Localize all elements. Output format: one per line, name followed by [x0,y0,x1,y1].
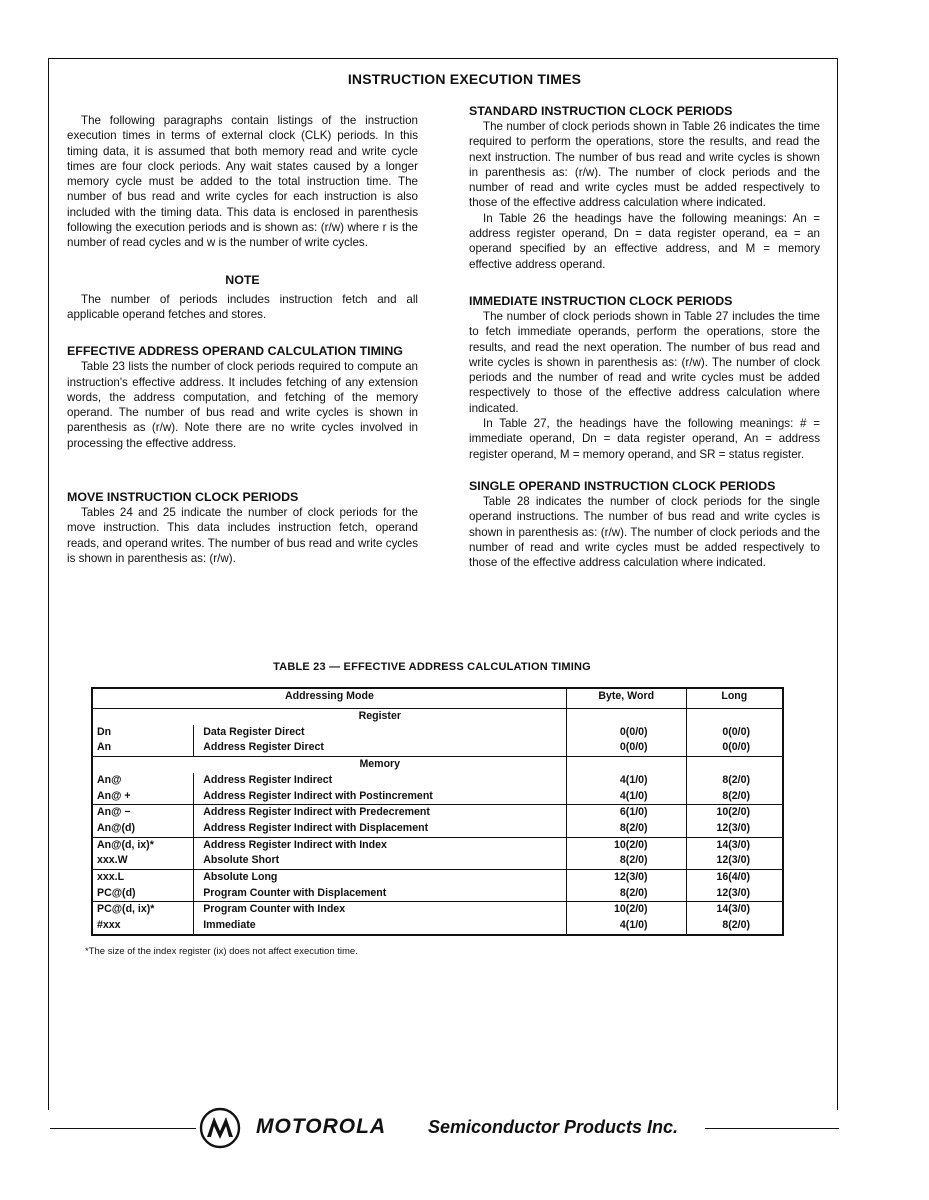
brand-name: MOTOROLA [256,1115,387,1138]
row-mode: #xxx [92,918,194,935]
row-byte-word: 12(3/0) [566,870,686,886]
table-row [92,725,783,741]
row-mode: An@ − [92,805,194,821]
motorola-batwing-logo-icon [199,1107,241,1149]
row-desc: Absolute Long [194,870,567,886]
row-desc: Address Register Indirect with Displacement [194,821,567,837]
standard-heading: STANDARD INSTRUCTION CLOCK PERIODS [469,104,733,118]
section-register-label: Register [194,709,567,725]
row-byte-word: 6(1/0) [566,805,686,821]
move-text: Tables 24 and 25 indicate the number of clock periods for the move instruction. This data includes instruction fetch, operand reads, and operand writes. The number of bus read and write cycles is shown in parenthesis as: (r/w). [67,506,418,565]
table-row [92,789,783,805]
standard-text-1: The number of clock periods shown in Table 26 indicates the time required to perform the operations, store the results, and read the next instruction. The number of bus read and write cycles is shown in parenthesis as: (r/w). The number of clock periods and the number of read and write cycles must be added respectively to those of the effective address calculation where indicated. [469,120,820,210]
table-row [92,853,783,869]
row-long: 16(4/0) [686,870,783,886]
row-byte-word: 0(0/0) [566,725,686,741]
row-long: 12(3/0) [686,853,783,869]
row-mode: xxx.W [92,853,194,869]
row-desc: Program Counter with Index [194,902,567,918]
single-operand-text: Table 28 indicates the number of clock periods for the single operand instructions. The number of bus read and write cycles is shown in parenthesis as: (r/w). The number of clock periods and the number of read and write cycles must be added respectively to those of the effective address calculation where indicated. [469,494,820,570]
row-long: 12(3/0) [686,821,783,837]
table-row [92,918,783,935]
row-mode: Dn [92,725,194,741]
table-row [92,740,783,756]
row-mode: An@(d) [92,821,194,837]
row-byte-word: 8(2/0) [566,853,686,869]
row-byte-word: 0(0/0) [566,740,686,756]
section-memory-label: Memory [194,757,567,773]
footer-rule-right [705,1128,839,1129]
ea-timing-text: Table 23 lists the number of clock periods required to compute an instruction's effective address. It includes fetching of any extension words, the address computation, and fetching of the memory operand. The number of bus read and write cycles is shown in parenthesis as (r/w). Note there are no write cycles involved in processing the effective address. [67,360,418,450]
immediate-text-1: The number of clock periods shown in Table 27 includes the time to fetch immediate operands, perform the operations, store the results, and read the next operation. The number of bus read and write cycles is shown in parenthesis as: (r/w). The number of clock periods and the number of read and write cycles must be added respectively to those of the effective address calculation where indicated. [469,309,820,415]
row-desc: Immediate [194,918,567,935]
row-mode: PC@(d, ix)* [92,902,194,918]
row-byte-word: 8(2/0) [566,821,686,837]
row-byte-word: 8(2/0) [566,886,686,902]
row-desc: Address Register Direct [194,740,567,756]
row-long: 0(0/0) [686,740,783,756]
brand-tagline: Semiconductor Products Inc. [428,1117,679,1137]
row-desc: Data Register Direct [194,725,567,741]
row-mode: An@ [92,773,194,789]
row-byte-word: 4(1/0) [566,789,686,805]
row-desc: Absolute Short [194,853,567,869]
page-title: INSTRUCTION EXECUTION TIMES [347,71,582,87]
standard-text-2: In Table 26 the headings have the following meanings: An = address register operand, Dn = data register operand, ea = an operand specified by an effective address, and M = memory effective address operand. [469,211,820,271]
single-operand-heading: SINGLE OPERAND INSTRUCTION CLOCK PERIODS [469,478,776,493]
row-mode: PC@(d) [92,886,194,902]
row-byte-word: 4(1/0) [566,773,686,789]
immediate-heading: IMMEDIATE INSTRUCTION CLOCK PERIODS [469,293,733,308]
table-row [92,821,783,837]
row-mode: An@ + [92,789,194,805]
row-byte-word: 10(2/0) [566,837,686,853]
table-row [92,902,783,918]
row-desc: Address Register Indirect [194,773,567,789]
left-column [67,113,418,566]
header-long: Long [686,688,783,709]
row-mode: An@(d, ix)* [92,837,194,853]
immediate-text-2: In Table 27, the headings have the following meanings: # = immediate operand, Dn = data register operand, An = address register operand, M = memory operand, and SR = status register. [469,417,820,461]
row-long: 12(3/0) [686,886,783,902]
row-mode: An [92,740,194,756]
row-long: 0(0/0) [686,725,783,741]
header-addressing-mode: Addressing Mode [92,688,566,709]
table-caption: TABLE 23 — EFFECTIVE ADDRESS CALCULATION TIMING [273,661,591,673]
row-desc: Address Register Indirect with Index [194,837,567,853]
section-memory-row [92,757,783,773]
row-long: 8(2/0) [686,918,783,935]
footer [0,1104,929,1148]
table-row [92,773,783,789]
ea-timing-heading: EFFECTIVE ADDRESS OPERAND CALCULATION TIMING [67,344,403,359]
table-header-row [92,688,783,709]
row-long: 14(3/0) [686,902,783,918]
header-byte-word: Byte, Word [566,688,686,709]
row-desc: Address Register Indirect with Predecrement [194,805,567,821]
footer-rule-left [50,1128,196,1129]
note-heading: NOTE [225,272,260,287]
row-byte-word: 4(1/0) [566,918,686,935]
right-column [469,104,820,570]
row-long: 10(2/0) [686,805,783,821]
table-row [92,870,783,886]
row-long: 8(2/0) [686,773,783,789]
table-row [92,886,783,902]
row-desc: Program Counter with Displacement [194,886,567,902]
move-heading: MOVE INSTRUCTION CLOCK PERIODS [67,490,299,505]
row-byte-word: 10(2/0) [566,902,686,918]
table-footnote: *The size of the index register (ix) does not affect execution time. [85,946,358,957]
table-row [92,837,783,853]
row-long: 14(3/0) [686,837,783,853]
section-register-row [92,709,783,725]
note-text: The number of periods includes instruction fetch and all applicable operand fetches and stores. [67,292,418,321]
row-desc: Address Register Indirect with Postincrement [194,789,567,805]
row-mode: xxx.L [92,870,194,886]
row-long: 8(2/0) [686,789,783,805]
ea-timing-table [91,687,784,936]
intro-paragraph: The following paragraphs contain listings of the instruction execution times in terms of external clock (CLK) periods. In this timing data, it is assumed that both memory read and write cycle times are four clock periods. Any wait states caused by a longer memory cycle must be added to the total instruction time. The number of bus read and write cycles for each instruction is also included with the timing data. This data is enclosed in parenthesis following the execution periods and is shown as: (r/w) where r is the number of read cycles and w is the number of write cycles. [67,114,418,250]
table-row [92,805,783,821]
